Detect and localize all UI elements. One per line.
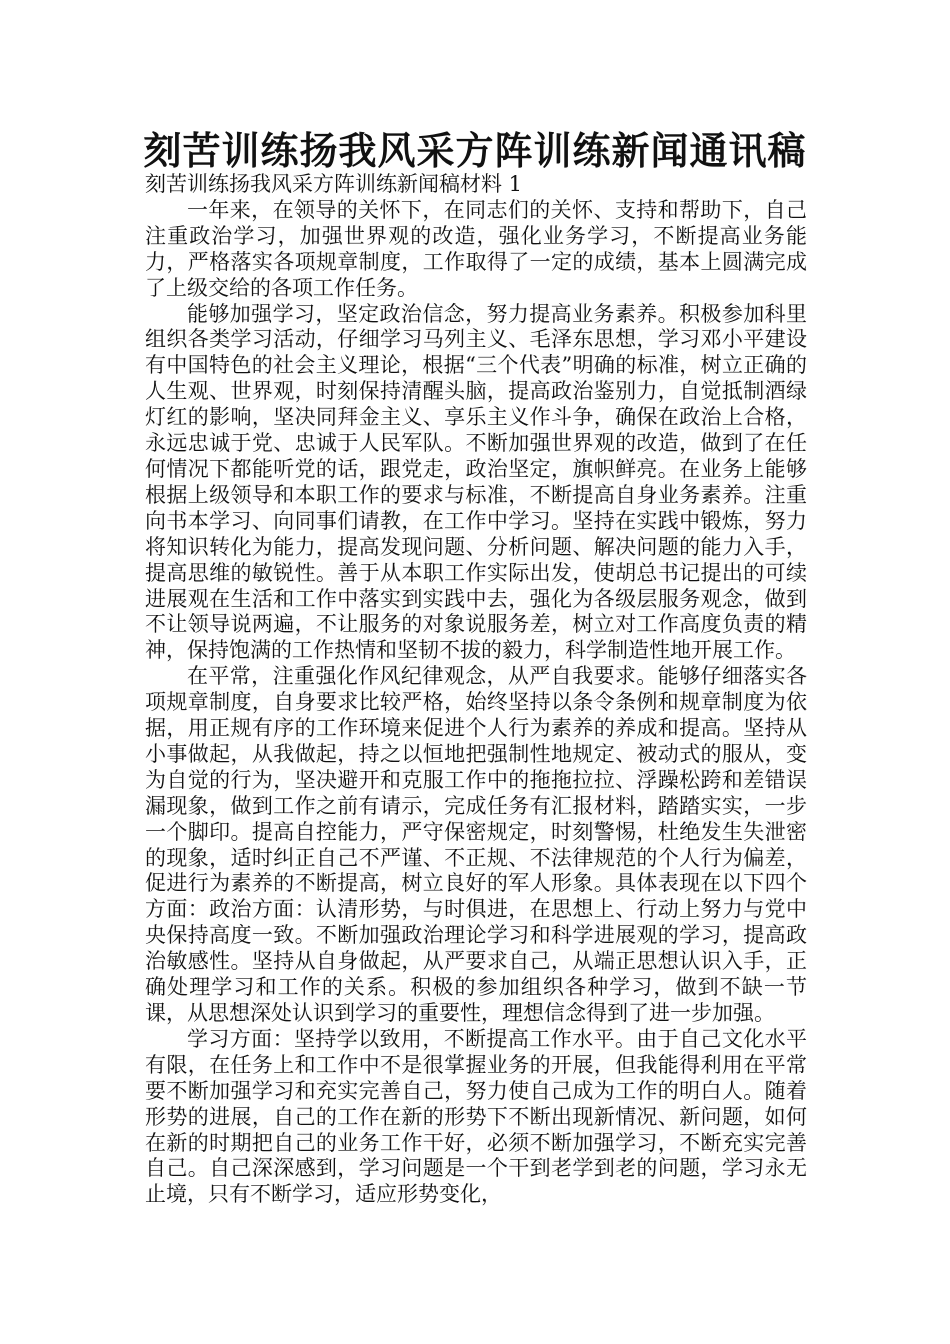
paragraph-4: 学习方面：坚持学以致用，不断提高工作水平。由于自己文化水平有限，在任务上和工作中不是很掌握业务的开展，但我能得利用在平常要不断加强学习和充实完善自己，努力使自己成为工作的明白人。随着形势的进展，自己的工作在新的形势下不断出现新情况、新问题，如何在新的时期把自己的业务工作干好，必须不断加强学习，不断充实完善自己。自己深深感到，学习问题是一个干到老学到老的问题，学习永无止境，只有不断学习，适应形势变化， (145, 1026, 807, 1207)
paragraph-2: 能够加强学习，坚定政治信念，努力提高业务素养。积极参加科里组织各类学习活动，仔细学习马列主义、毛泽东思想，学习邓小平建设有中国特色的社会主义理论，根据“三个代表”明确的标准，树立正确的人生观、世界观，时刻保持清醒头脑，提高政治鉴别力，自觉抵制酒绿灯红的影响，坚决同拜金主义、享乐主义作斗争，确保在政治上合格，永远忠诚于党、忠诚于人民军队。不断加强世界观的改造，做到了在任何情况下都能听党的话，跟党走，政治坚定，旗帜鲜亮。在业务上能够根据上级领导和本职工作的要求与标准，不断提高自身业务素养。注重向书本学习、向同事们请教，在工作中学习。坚持在实践中锻炼，努力将知识转化为能力，提高发现问题、分析问题、解决问题的能力入手，提高思维的敏锐性。善于从本职工作实际出发，使胡总书记提出的可续进展观在生活和工作中落实到实践中去，强化为各级层服务观念，做到不让领导说两遍，不让服务的对象说服务差，树立对工作高度负责的精神，保持饱满的工作热情和坚韧不拔的毅力，科学制造性地开展工作。 (145, 301, 807, 663)
document-body (145, 172, 807, 1208)
paragraph-1: 一年来，在领导的关怀下，在同志们的关怀、支持和帮助下，自己注重政治学习，加强世界观的改造，强化业务学习，不断提高业务能力，严格落实各项规章制度，工作取得了一定的成绩，基本上圆满完成了上级交给的各项工作任务。 (145, 197, 807, 300)
paragraph-3: 在平常，注重强化作风纪律观念，从严自我要求。能够仔细落实各项规章制度，自身要求比较严格，始终坚持以条令条例和规章制度为依据，用正规有序的工作环境来促进个人行为素养的养成和提高。坚持从小事做起，从我做起，持之以恒地把强制性地规定、被动式的服从，变为自觉的行为，坚决避开和克服工作中的拖拖拉拉、浮躁松跨和差错误漏现象，做到工作之前有请示，完成任务有汇报材料，踏踏实实，一步一个脚印。提高自控能力，严守保密规定，时刻警惕，杜绝发生失泄密的现象，适时纠正自己不严谨、不正规、不法律规范的个人行为偏差，促进行为素养的不断提高，树立良好的军人形象。具体表现在以下四个方面：政治方面：认清形势，与时俱进，在思想上、行动上努力与党中央保持高度一致。不断加强政治理论学习和科学进展观的学习，提高政治敏感性。坚持从自身做起，从严要求自己，从端正思想认识入手，正确处理学习和工作的关系。积极的参加组织各种学习，做到不缺一节课，从思想深处认识到学习的重要性，理想信念得到了进一步加强。 (145, 664, 807, 1025)
document-subtitle: 刻苦训练扬我风采方阵训练新闻稿材料 1 (145, 172, 523, 196)
document-title: 刻苦训练扬我风采方阵训练新闻通讯稿 (143, 129, 807, 173)
